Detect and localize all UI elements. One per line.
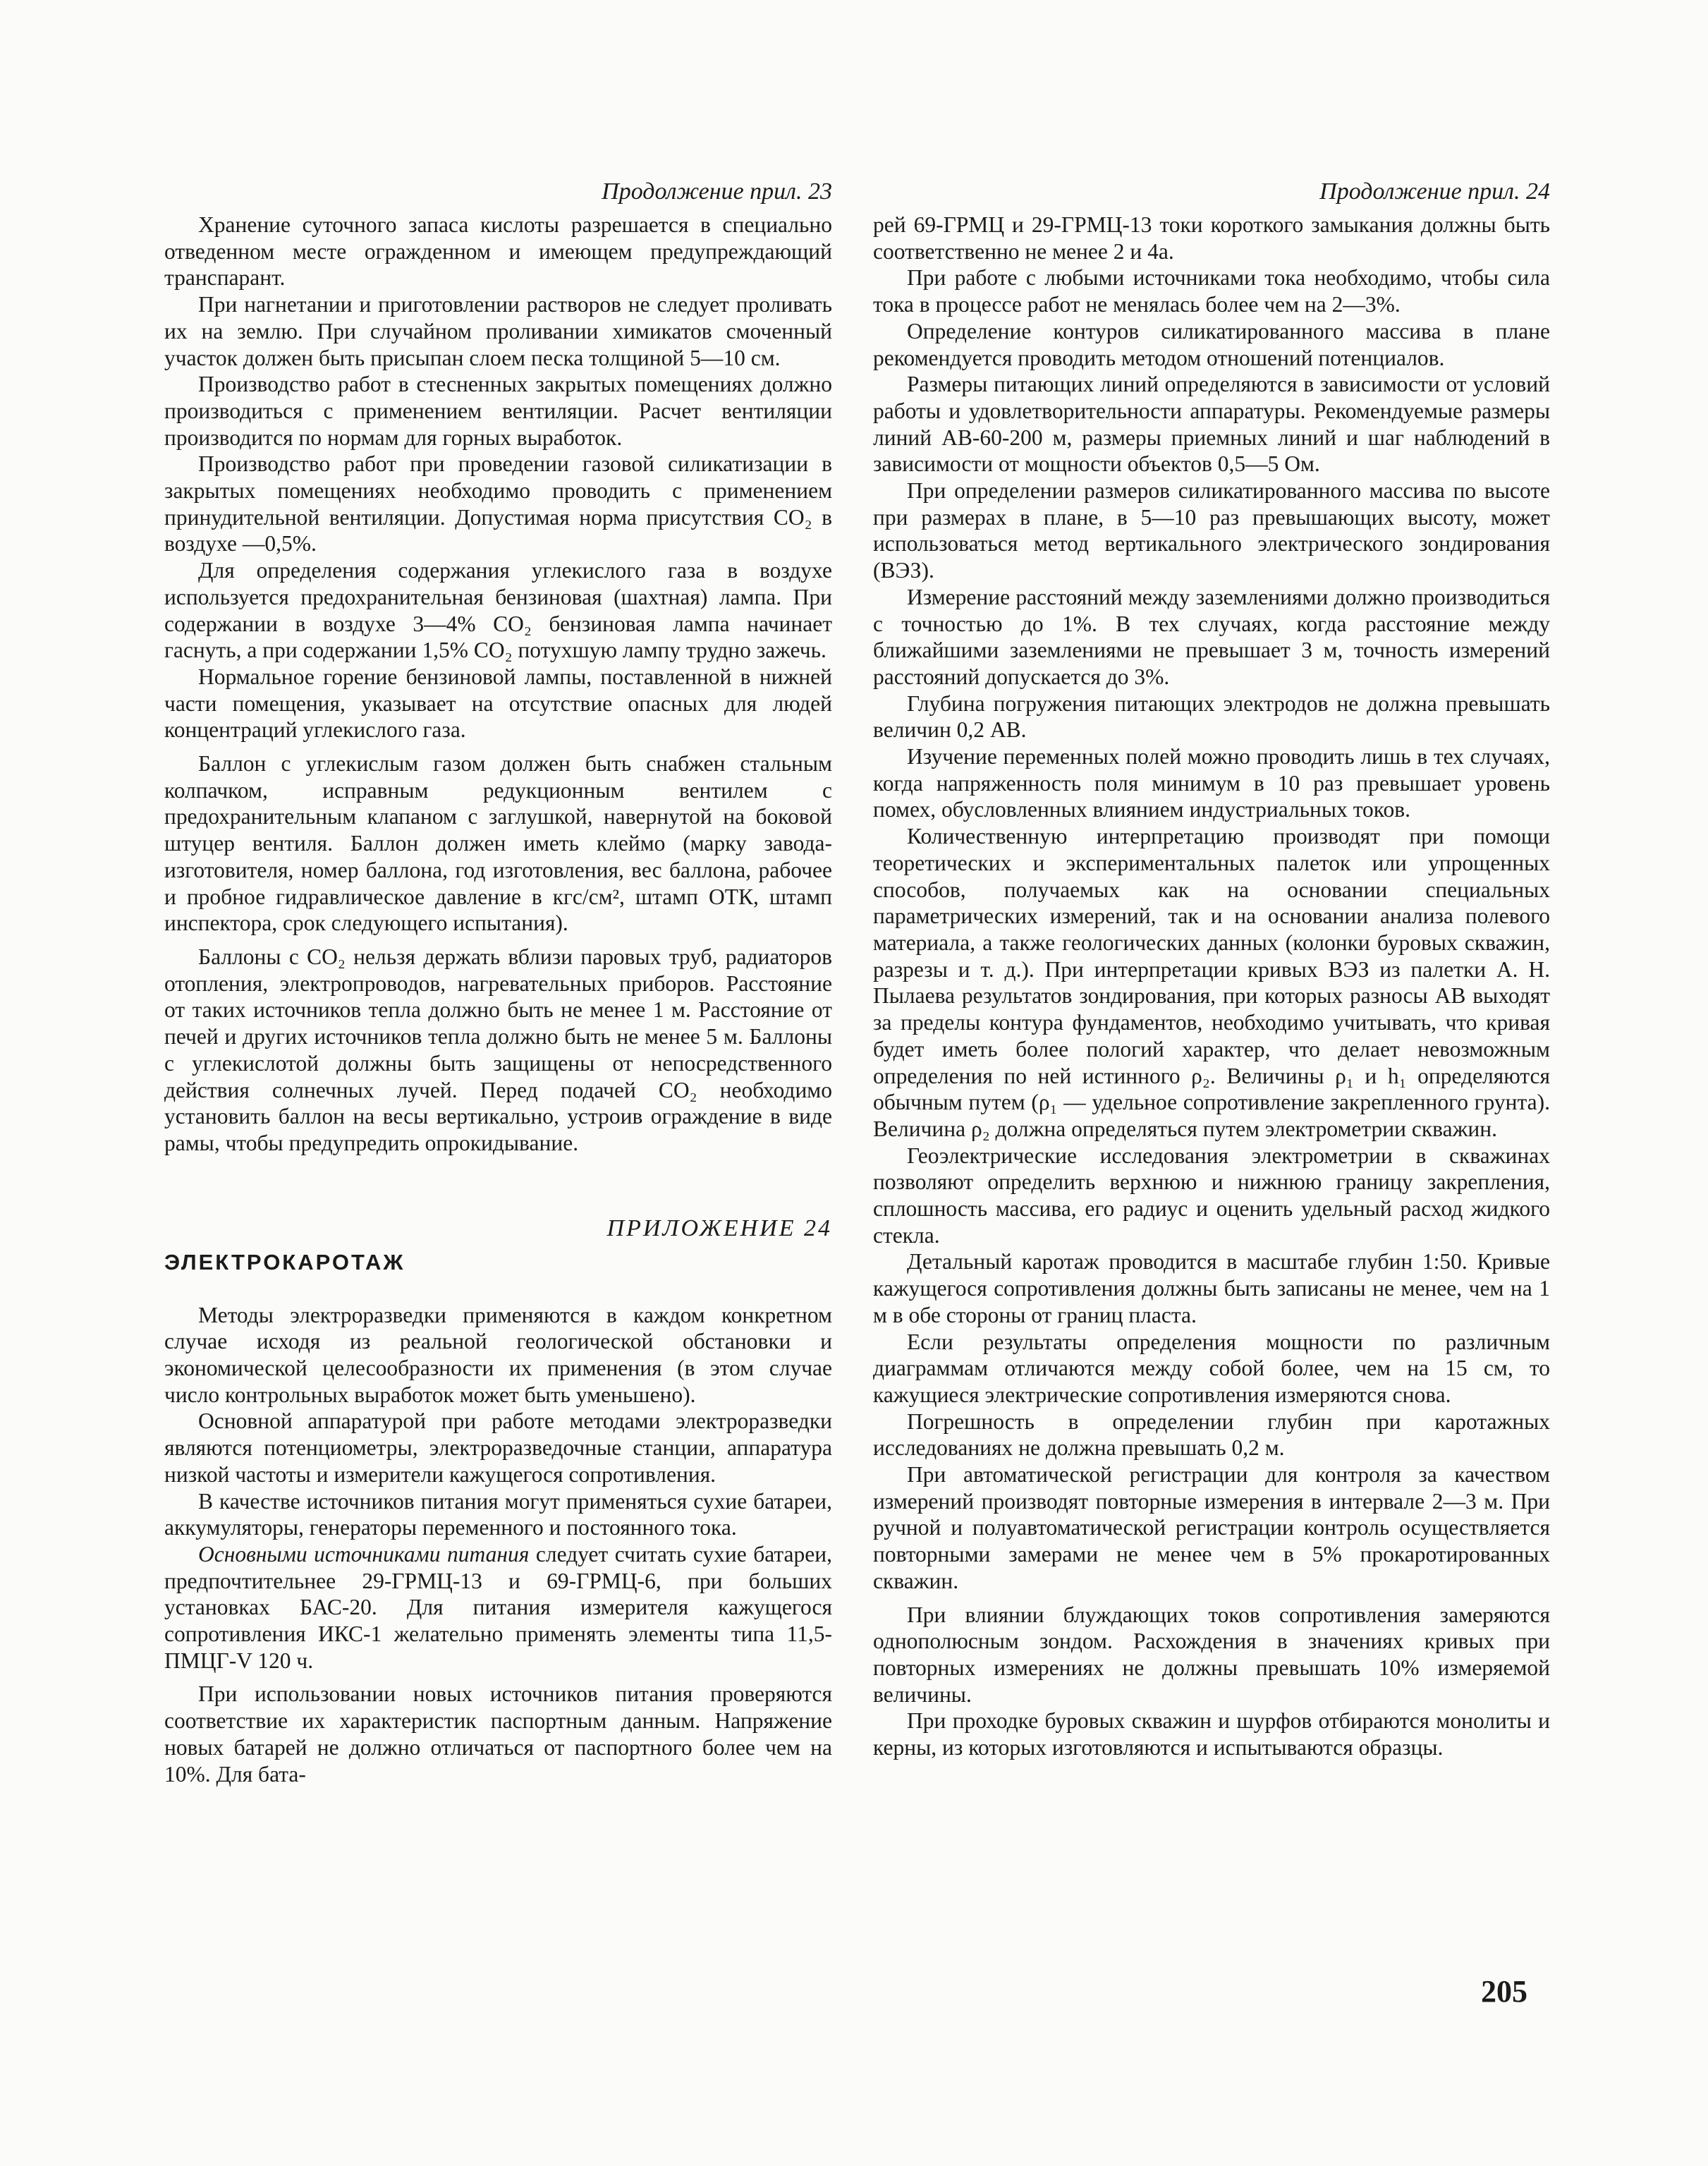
paragraph: Геоэлектрические исследования электрометрии в скважинах позволяют определить верхнюю и нижнюю границу закрепления, сплошность массива, его радиус и оценить удельный расход жидкого стекла. [873,1143,1550,1248]
paragraph: Нормальное горение бензиновой лампы, поставленной в нижней части помещения, указывает на отсутствие опасных для людей концентраций углекислого газа. [164,664,832,743]
paragraph: Методы электроразведки применяются в каждом конкретном случае исходя из реальной геологической обстановки и экономической целесообразности их применения (в этом случае число контрольных выработок может быть уменьшено). [164,1302,832,1407]
paragraph: Производство работ при проведении газовой силикатизации в закрытых помещениях необходимо проводить с применением принудительной вентиляции. Допустимая норма присутствия CO₂ в воздухе —0,5%. [164,451,832,556]
paragraph: Производство работ в стесненных закрытых помещениях должно производиться с применением вентиляции. Расчет вентиляции производится по нормам для горных выработок. [164,372,832,450]
paragraph: При определении размеров силикатированного массива по высоте при размерах в плане, в 5—10 раз превышающих высоту, может использоваться метод вертикального электрического зондирования (ВЭЗ). [873,478,1550,583]
paragraph: Если результаты определения мощности по различным диаграммам отличаются между собой более, чем на 15 см, то кажущиеся электрические сопротивления измеряются снова. [873,1329,1550,1407]
paragraph: Размеры питающих линий определяются в зависимости от условий работы и удовлетворительности аппаратуры. Рекомендуемые размеры линий AB-60-200 м, размеры приемных линий и шаг наблюдений в зависимости от мощности объектов 0,5—5 Ом. [873,372,1550,477]
paragraph: Определение контуров силикатированного массива в плане рекомендуется проводить методом отношений потенциалов. [873,318,1550,370]
appendix-label: ПРИЛОЖЕНИЕ 24 [606,1215,832,1241]
paragraph: Измерение расстояний между заземлениями должно производиться с точностью до 1%. В тех случаях, когда расстояние между ближайшими заземлениями не превышает 3 м, точность измерений расстояний допускается до 3%. [873,584,1550,689]
paragraph: Баллоны с CO₂ нельзя держать вблизи паровых труб, радиаторов отопления, электропроводов, нагревательных приборов. Расстояние от таких источников тепла должно быть не менее 1 м. Расстояние от печей и других источников тепла должно быть не менее 5 м. Баллоны с углекислотой должны быть защищены от непосредственного действия солнечных лучей. Перед подачей CO₂ необходимо установить баллон на весы вертикально, устроив ограждение в виде рамы, чтобы предупредить опрокидывание. [164,944,832,1155]
paragraph: При автоматической регистрации для контроля за качеством измерений производят повторные измерения в интервале 2—3 м. При ручной и полуавтоматической регистрации контроль осуществляется повторными замерами не менее чем в 5% прокаротированных скважин. [873,1462,1550,1593]
paragraph: Погрешность в определении глубин при каротажных исследованиях не должна превышать 0,2 м. [873,1408,1550,1461]
left-column [164,212,832,1787]
page-number: 205 [1481,1974,1527,2009]
paragraph: При работе с любыми источниками тока необходимо, чтобы сила тока в процессе работ не менялась более чем на 2—3%. [873,265,1550,317]
paragraph: При нагнетании и приготовлении растворов не следует проливать их на землю. При случайном проливании химикатов смоченный участок должен быть присыпан слоем песка толщиной 5—10 см. [164,292,832,370]
italic-lead-text: Основными источниками питания [198,1541,530,1566]
paragraph: В качестве источников питания могут применяться сухие батареи, аккумуляторы, генераторы переменного и постоянного тока. [164,1488,832,1540]
right-column [873,212,1550,1761]
paragraph-continuation: рей 69-ГРМЦ и 29-ГРМЦ-13 токи короткого замыкания должны быть соответственно не менее 2 и 4а. [873,212,1550,264]
paragraph: При влиянии блуждающих токов сопротивления замеряются однополюсным зондом. Расхождения в значениях кривых при повторных измерениях не должны превышать 10% измеряемой величины. [873,1602,1550,1707]
paragraph: Детальный каротаж проводится в масштабе глубин 1:50. Кривые кажущегося сопротивления должны быть записаны не менее, чем на 1 м в обе стороны от границ пласта. [873,1249,1550,1327]
paragraph: При использовании новых источников питания проверяются соответствие их характеристик паспортным данным. Напряжение новых батарей не должно отличаться от паспортного более чем на 10%. Для бата- [164,1681,832,1787]
paragraph: При проходке буровых скважин и шурфов отбираются монолиты и керны, из которых изготовляются и испытываются образцы. [873,1708,1550,1760]
paragraph: Изучение переменных полей можно проводить лишь в тех случаях, когда напряженность поля минимум в 10 раз превышает уровень помех, обусловленных влиянием индустриальных токов. [873,744,1550,822]
paragraph: Для определения содержания углекислого газа в воздухе используется предохранительная бензиновая (шахтная) лампа. При содержании в воздухе 3—4% CO₂ бензиновая лампа начинает гаснуть, а при содержании 1,5% CO₂ потухшую лампу трудно зажечь. [164,558,832,663]
running-header-left: Продолжение прил. 23 [602,178,832,205]
paragraph: Баллон с углекислым газом должен быть снабжен стальным колпачком, исправным редукционным вентилем с предохранительным клапаном с заглушкой, навернутой на боковой штуцер вентиля. Баллон должен иметь клеймо (марку завода-изготовителя, номер баллона, год изготовления, вес баллона, рабочее и пробное гидравлическое давление в кгс/см², штамп ОТК, штамп инспектора, срок следующего испытания). [164,751,832,936]
section-title: ЭЛЕКТРОКАРОТАЖ [164,1249,405,1274]
paragraph: Глубина погружения питающих электродов не должна превышать величин 0,2 AB. [873,690,1550,743]
paragraph: Количественную интерпретацию производят при помощи теоретических и экспериментальных палеток или упрощенных способов, получаемых как на основании специальных параметрических измерений, так и на основании анализа полевого материала, а также геологических данных (колонки буровых скважин, разрезы и т. д.). При интерпретации кривых ВЭЗ из палетки А. Н. Пылаева результатов зондирования, при которых разносы AB выходят за пределы контура фундаментов, необходимо учитывать, что кривая будет иметь более пологий характер, что делает невозможным определения по ней истинного ρ₂. Величины ρ₁ и h₁ определяются обычным путем (ρ₁ — удельное сопротивление закрепленного грунта). Величина ρ₂ должна определяться путем электрометрии скважин. [873,824,1550,1141]
paragraph: Хранение суточного запаса кислоты разрешается в специально отведенном месте огражденном и имеющем предупреждающий транспарант. [164,212,832,291]
paragraph-power-sources [164,1541,832,1674]
paragraph-text: следует считать сухие батареи, предпочтительнее 29-ГРМЦ-13 и 69-ГРМЦ-6, при больших установках БАС-20. Для питания измерителя кажущегося сопротивления ИКС-1 желательно применять элементы типа 11,5-ПМЦГ-V 120 ч. [164,1541,832,1673]
paragraph: Основной аппаратурой при работе методами электроразведки являются потенциометры, электроразведочные станции, аппаратура низкой частоты и измерители кажущегося сопротивления. [164,1408,832,1487]
running-header-right: Продолжение прил. 24 [1319,178,1550,205]
